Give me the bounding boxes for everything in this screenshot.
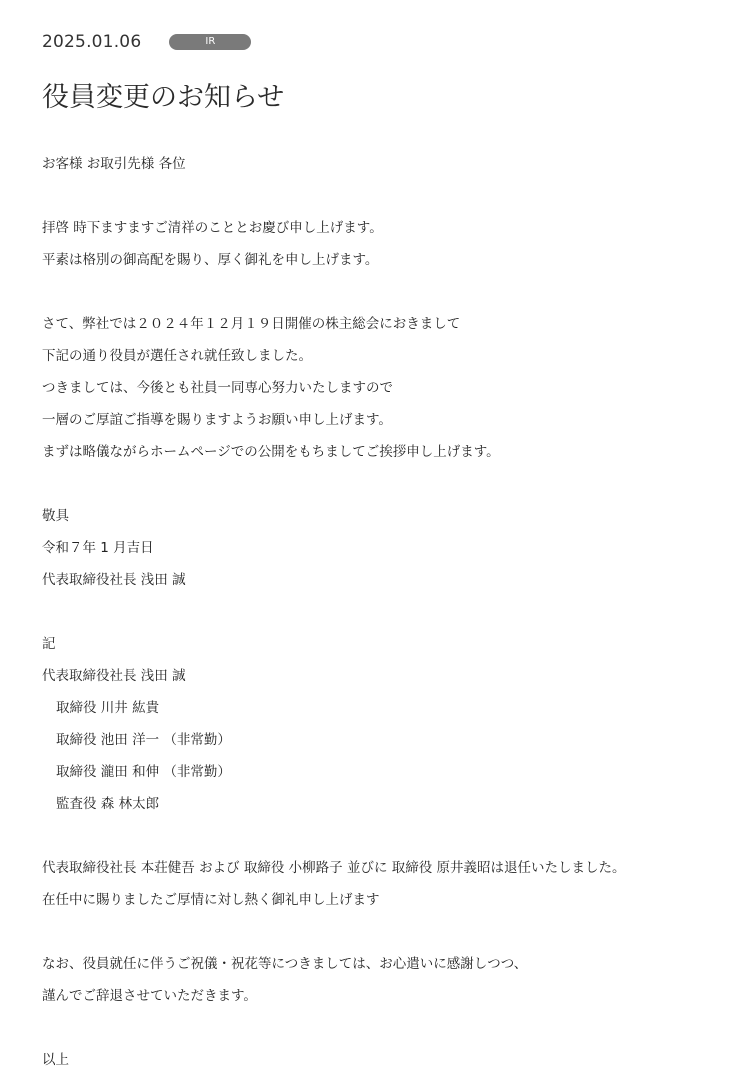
end-mark: 以上 xyxy=(42,1052,69,1068)
issued-date: 令和７年 1 月吉日 xyxy=(42,540,154,556)
publish-date: 2025.01.06 xyxy=(42,32,142,52)
notice-line: 謹んでご辞退させていただきます。 xyxy=(42,988,257,1004)
greeting-line: 拝啓 時下ますますご清祥のこととお慶び申し上げます。 xyxy=(42,220,383,236)
category-badge[interactable]: IR xyxy=(169,34,251,50)
announcement-line: さて、弊社では２０２４年１２月１９日開催の株主総会におきまして xyxy=(42,316,461,332)
page-title: 役員変更のお知らせ xyxy=(42,82,285,113)
officer-item: 取締役 池田 洋一 （非常勤） xyxy=(56,732,231,748)
greeting-line: 平素は格別の御高配を賜り、厚く御礼を申し上げます。 xyxy=(42,252,379,268)
announcement-line: まずは略儀ながらホームページでの公開をもちましてご挨拶申し上げます。 xyxy=(42,444,500,460)
spacer xyxy=(42,596,732,628)
article-body xyxy=(42,148,732,1076)
closing: 敬具 xyxy=(42,508,69,524)
spacer xyxy=(42,916,732,948)
record-heading: 記 xyxy=(42,636,56,652)
announcement-line: 下記の通り役員が選任され就任致しました。 xyxy=(42,348,312,364)
officer-item: 取締役 川井 紘貴 xyxy=(56,700,160,716)
retirement-line: 在任中に賜りましたご厚情に対し熱く御礼申し上げます xyxy=(42,892,380,908)
article-meta xyxy=(42,30,251,54)
spacer xyxy=(42,1012,732,1044)
addressee: お客様 お取引先様 各位 xyxy=(42,156,186,172)
announcement-line: 一層のご厚誼ご指導を賜りますようお願い申し上げます。 xyxy=(42,412,392,428)
spacer xyxy=(42,276,732,308)
spacer xyxy=(42,820,732,852)
officer-item: 代表取締役社長 浅田 誠 xyxy=(42,668,186,684)
signatory: 代表取締役社長 浅田 誠 xyxy=(42,572,186,588)
notice-line: なお、役員就任に伴うご祝儀・祝花等につきましては、お心遣いに感謝しつつ、 xyxy=(42,956,528,972)
spacer xyxy=(42,180,732,212)
officer-item: 監査役 森 林太郎 xyxy=(56,796,160,812)
retirement-line: 代表取締役社長 本荘健吾 および 取締役 小柳路子 並びに 取締役 原井義昭は退任いたしました。 xyxy=(42,860,626,876)
announcement-line: つきましては、今後とも社員一同専心努力いたしますので xyxy=(42,380,393,396)
officer-item: 取締役 瀧田 和伸 （非常勤） xyxy=(56,764,231,780)
spacer xyxy=(42,468,732,500)
